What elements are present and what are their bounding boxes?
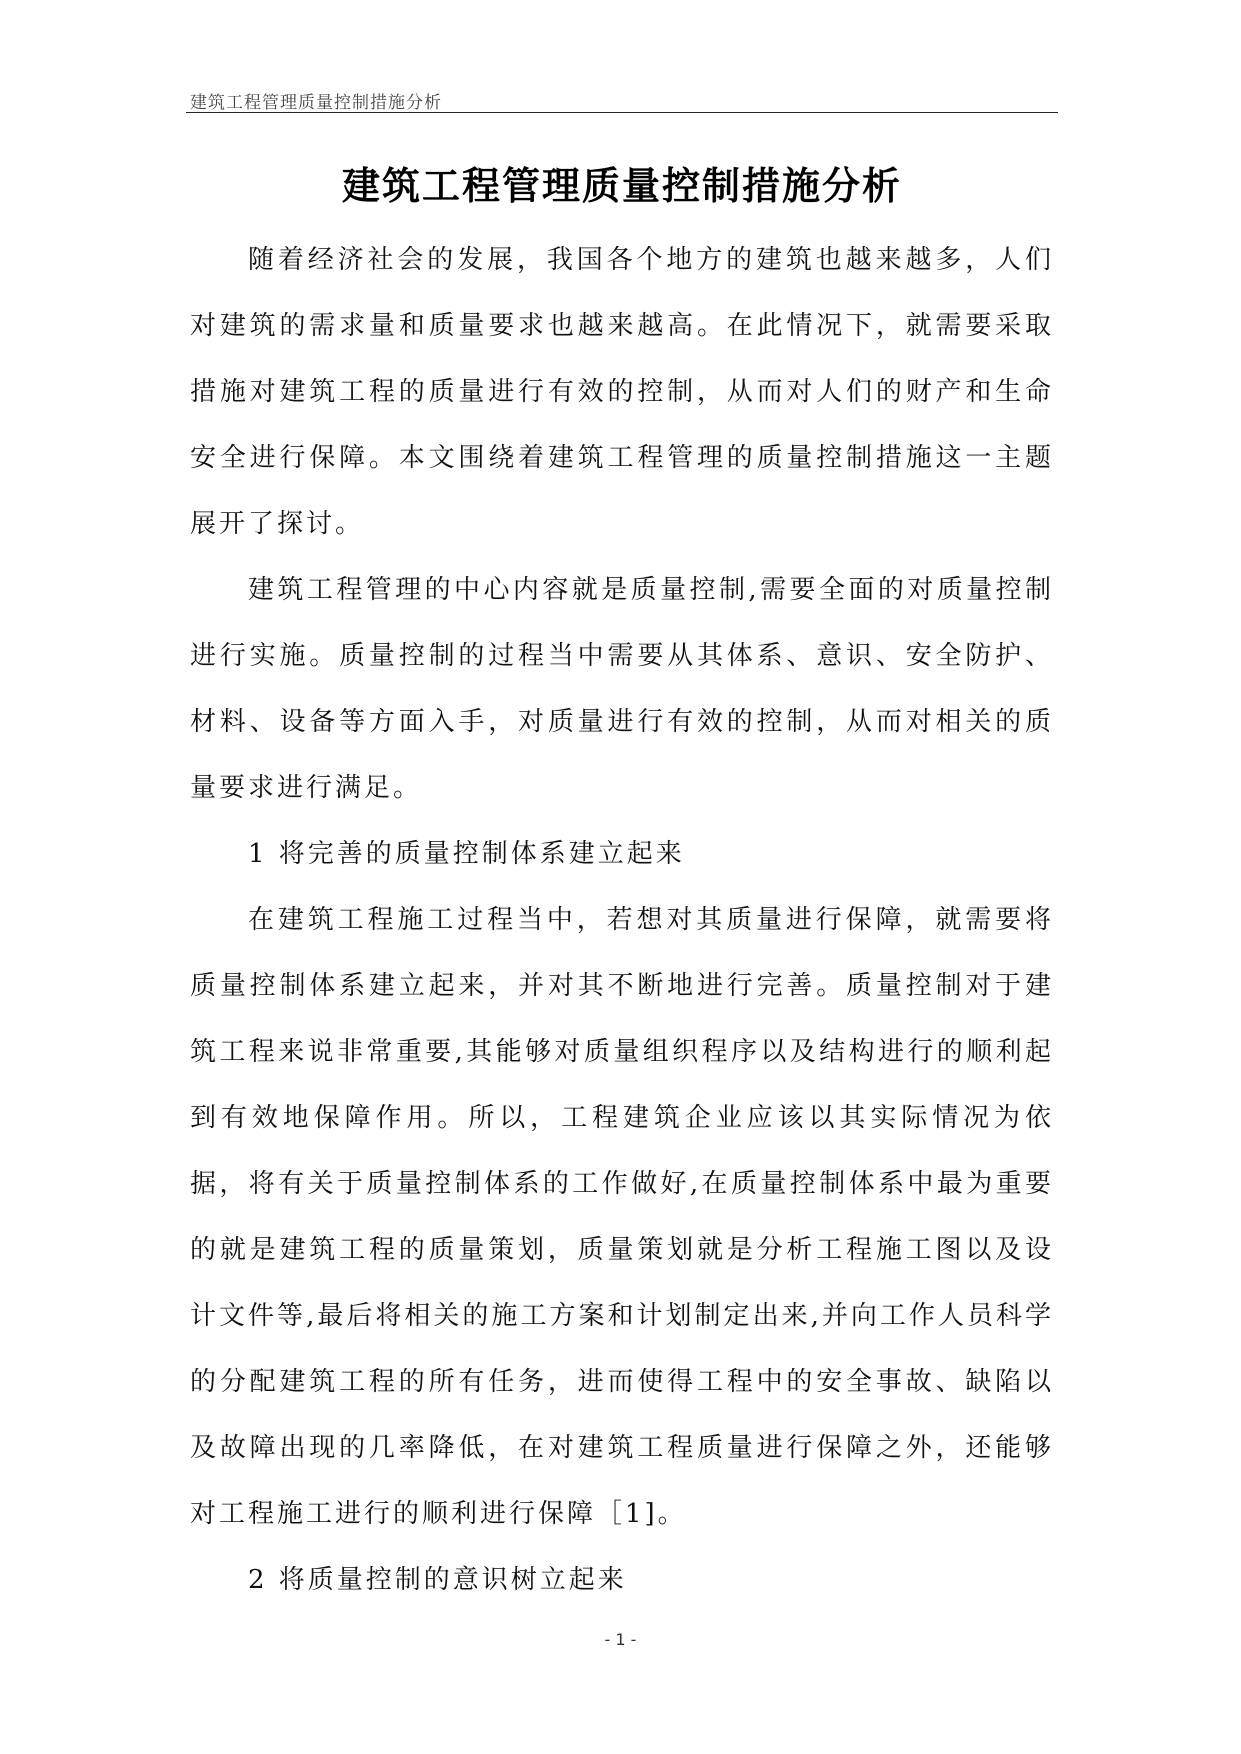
document-body [190, 227, 1054, 1613]
header-divider [186, 112, 1058, 113]
section-2-heading: 2 将质量控制的意识树立起来 [248, 1565, 627, 1595]
intro-paragraph: 随着经济社会的发展，我国各个地方的建筑也越来越多，人们对建筑的需求量和质量要求也越来越高。在此情况下，就需要采取措施对建筑工程的质量进行有效的控制，从而对人们的财产和生命安全进行保障。本文围绕着建筑工程管理的质量控制措施这一主题展开了探讨。 [190, 245, 1054, 539]
page-number: - 1 - [604, 1630, 637, 1649]
section-1-paragraph: 在建筑工程施工过程当中，若想对其质量进行保障，就需要将质量控制体系建立起来，并对其不断地进行完善。质量控制对于建筑工程来说非常重要,其能够对质量组织程序以及结构进行的顺利起到有效地保障作用。所以，工程建筑企业应该以其实际情况为依据，将有关于质量控制体系的工作做好,在质量控制体系中最为重要的就是建筑工程的质量策划，质量策划就是分析工程施工图以及设计文件等,最后将相关的施工方案和计划制定出来,并向工作人员科学的分配建筑工程的所有任务，进而使得工程中的安全事故、缺陷以及故障出现的几率降低，在对建筑工程质量进行保障之外，还能够对工程施工进行的顺利进行保障［1]。 [190, 905, 1054, 1529]
section-1-heading: 1 将完善的质量控制体系建立起来 [248, 839, 685, 869]
running-header: 建筑工程管理质量控制措施分析 [190, 93, 442, 113]
document-title: 建筑工程管理质量控制措施分析 [341, 164, 902, 208]
overview-paragraph: 建筑工程管理的中心内容就是质量控制,需要全面的对质量控制进行实施。质量控制的过程当中需要从其体系、意识、安全防护、材料、设备等方面入手，对质量进行有效的控制，从而对相关的质量要求进行满足。 [190, 575, 1054, 803]
